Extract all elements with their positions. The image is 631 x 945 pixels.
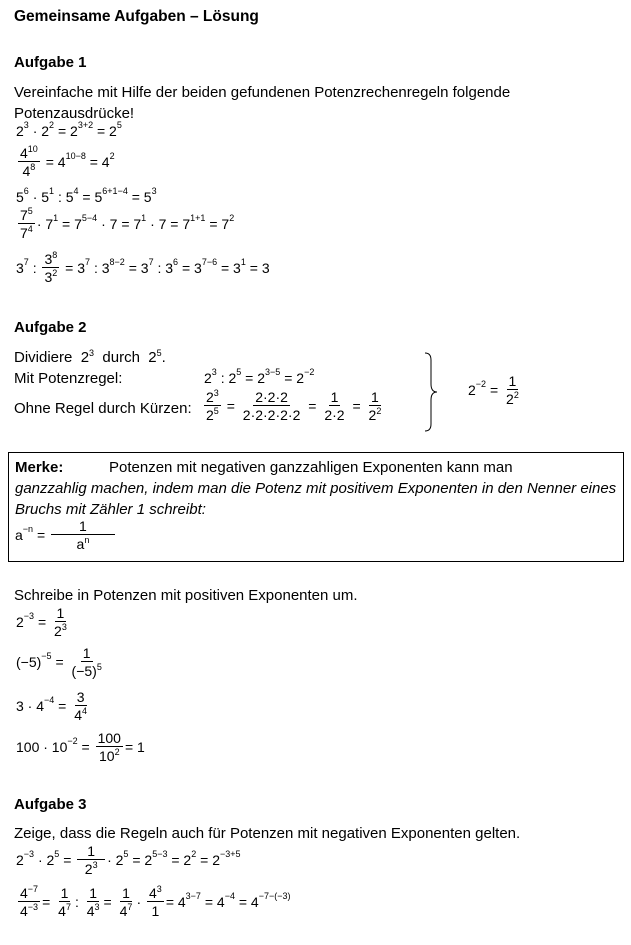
- aufgabe-1-intro-line-1: Vereinfache mit Hilfe der beiden gefundenen Potenzrechenregeln folgende: [14, 84, 511, 101]
- equation-3-2: (−5) $^{-5}$ = $\frac{1}{(-5)^5}$: [16, 645, 102, 679]
- dividiere-label: Dividiere: [14, 349, 73, 366]
- right-brace: [424, 352, 438, 432]
- aufgabe-1-intro-line-2: Potenzausdrücke!: [14, 105, 135, 122]
- aufgabe-2-heading: Aufgabe 2: [14, 319, 87, 336]
- page-title: Gemeinsame Aufgaben – Lösung: [14, 8, 259, 25]
- aufgabe-3-heading: Aufgabe 3: [14, 796, 87, 813]
- aufgabe-1-heading: Aufgabe 1: [14, 54, 87, 71]
- merke-formula: a $^{-n}$ = $\frac{1}{a^n}$: [15, 519, 117, 551]
- equation-2-2: $\frac{2^3}{2^5}$ = $\frac{2\cdot 2\cdot 2}{2\cdot 2\cdot 2\cdot 2\cdot 2}$ = $\frac{1}{2\cdot 2}$ = $\frac{1}{2^2}$: [206, 388, 382, 423]
- ohne-regel-label: Ohne Regel durch Kürzen:: [14, 400, 192, 417]
- merke-label: Merke:: [15, 459, 64, 476]
- equation-4-1: 2 $^{-3}$ · 2 $^5$ = $\frac{1}{2^3}$ · 2 $^5$ = 2 $^{5-3}$ = 2 $^2$ = 2 $^{-3+5}$: [16, 843, 241, 877]
- schreibe-intro: Schreibe in Potenzen mit positiven Exponenten um.: [14, 587, 358, 604]
- aufgabe-3-intro: Zeige, dass die Regeln auch für Potenzen mit negativen Exponenten gelten.: [14, 825, 521, 842]
- merke-text-1: Potenzen mit negativen ganzzahligen Exponenten kann man: [109, 459, 513, 476]
- equation-1-3: 5 $^6$ · 5 $^1$ : 5 $^4$ = 5 $^{6+1-4}$ = 5 $^3$: [16, 185, 157, 205]
- equation-1-4: $\frac{7^5}{7^4}$ · 7 $^1$ = 7 $^{5-4}$ · 7 = 7 $^1$ · 7 = 7 $^{1+1}$ = 7 $^2$: [20, 206, 235, 241]
- equation-3-1: 2 $^{-3}$ = $\frac{1}{2^3}$: [16, 605, 67, 639]
- equation-2-1: 2 $^3$ : 2 $^5$ = 2 $^{3-5}$ = 2 $^{-2}$: [204, 366, 315, 386]
- equation-1-2: $\frac{4^{10}}{4^8}$ = 4 $^{10-8}$ = 4 $^2$: [20, 144, 115, 179]
- equation-1-1: 2 $^3$ · 2 $^2$ = 2 $^{3+2}$ = 2 $^5$: [16, 119, 122, 139]
- merke-text-3: Bruchs mit Zähler 1 schreibt:: [15, 501, 206, 518]
- equation-3-3: 3 · 4 $^{-4}$ = $\frac{3}{4^4}$: [16, 689, 88, 723]
- equation-4-2: $\frac{4^{-7}}{4^{-3}}$ = $\frac{1}{4^7}$ : $\frac{1}{4^3}$ = $\frac{1}{4^7}$ · $\frac{4^3}{1}$ = 4 $^{3-7}$ = 4 $^{-4}$ = 4 $^{-7-(-3)}$: [20, 884, 291, 919]
- durch-label: durch: [102, 349, 140, 366]
- equation-2-result: 2 $^{-2}$ = $\frac{1}{2^2}$: [468, 373, 519, 407]
- equation-1-5: 3 $^7$ : $\frac{3^8}{3^2}$ = 3 $^7$ : 3 $^{8-2}$ = 3 $^7$ : 3 $^6$ = 3 $^{7-6}$ = 3 $^1$ = 3: [16, 250, 270, 285]
- mit-potenzregel-label: Mit Potenzregel:: [14, 370, 123, 387]
- equation-3-4: 100 · 10 $^{-2}$ = $\frac{100}{10^2}$ = 1: [16, 730, 145, 764]
- merke-text-2: ganzzahlig machen, indem man die Potenz mit positivem Exponenten in den Nenner eines: [15, 480, 617, 497]
- aufgabe-2-line-1: Dividiere $2^3$ durch $2^5$.: [14, 348, 166, 366]
- merke-box: [8, 452, 624, 562]
